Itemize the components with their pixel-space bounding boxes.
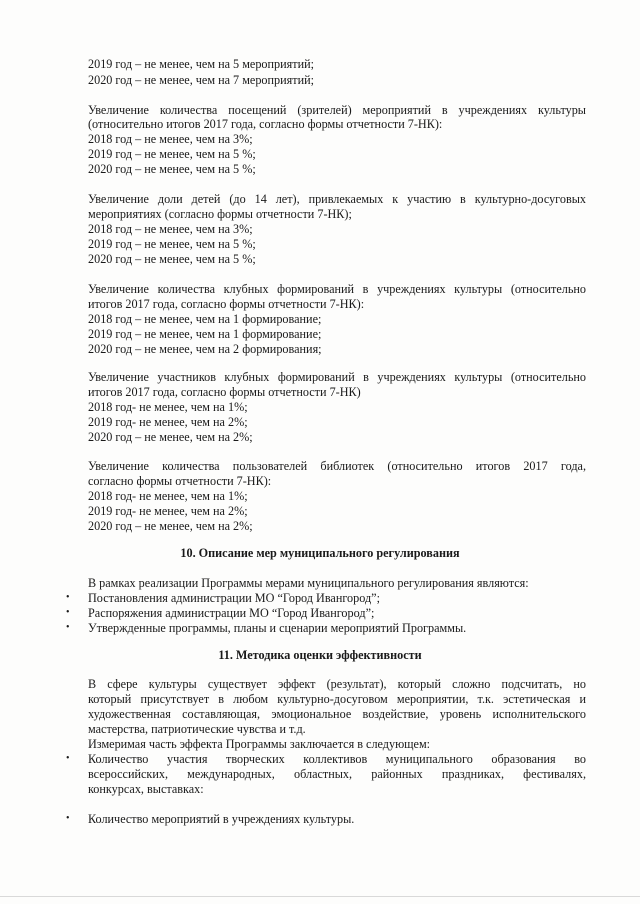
intro-line-1: 2019 год – не менее, чем на 5 мероприятий; bbox=[88, 57, 315, 71]
bullet-glyph: • bbox=[66, 592, 70, 603]
block2-item: 2018 год – не менее, чем на 3%; bbox=[88, 222, 253, 236]
section10-bullet: Распоряжения администрации МО “Город Ивангород”; bbox=[88, 606, 375, 620]
block1-item: 2018 год – не менее, чем на 3%; bbox=[88, 132, 253, 146]
section11-bullet1-line: всероссийских, международных, областных, районных праздниках, фестивалях, bbox=[88, 767, 586, 781]
section11-bullet2: Количество мероприятий в учреждениях культуры. bbox=[88, 812, 355, 826]
block3-title-line1: Увеличение количества клубных формирований в учреждениях культуры (относительно bbox=[88, 282, 586, 296]
block1-title-line2: (относительно итогов 2017 года, согласно формы отчетности 7-НК): bbox=[88, 117, 443, 131]
section11-heading: 11. Методика оценки эффективности bbox=[218, 648, 422, 662]
intro-line-2: 2020 год – не менее, чем на 7 мероприятий; bbox=[88, 73, 315, 87]
block2-title-line1: Увеличение доли детей (до 14 лет), привлекаемых к участию в культурно-досуговых bbox=[88, 192, 586, 206]
page-edge-divider bbox=[0, 896, 640, 897]
block5-item: 2020 год – не менее, чем на 2%; bbox=[88, 519, 253, 533]
block3-item: 2018 год – не менее, чем на 1 формирование; bbox=[88, 312, 322, 326]
block5-title-line2: согласно формы отчетности 7-НК): bbox=[88, 474, 272, 488]
section10-bullet: Постановления администрации МО “Город Ивангород”; bbox=[88, 591, 380, 605]
block5-item: 2019 год- не менее, чем на 2%; bbox=[88, 504, 248, 518]
section11-para-line: В сфере культуры существует эффект (результат), который сложно подсчитать, но bbox=[88, 677, 586, 691]
block4-item: 2018 год- не менее, чем на 1%; bbox=[88, 400, 248, 414]
section10-intro: В рамках реализации Программы мерами муниципального регулирования являются: bbox=[88, 576, 529, 590]
section11-para-line: мастерства, патриотические чувства и т.д. bbox=[88, 722, 306, 736]
block4-title-line2: итогов 2017 года, согласно формы отчетности 7-НК) bbox=[88, 385, 361, 399]
block5-item: 2018 год- не менее, чем на 1%; bbox=[88, 489, 248, 503]
block3-item: 2020 год – не менее, чем на 2 формирования; bbox=[88, 342, 322, 356]
bullet-glyph: • bbox=[66, 607, 70, 618]
bullet-glyph: • bbox=[66, 813, 70, 824]
section10-heading: 10. Описание мер муниципального регулирования bbox=[180, 546, 460, 560]
block4-item: 2019 год- не менее, чем на 2%; bbox=[88, 415, 248, 429]
bullet-glyph: • bbox=[66, 622, 70, 633]
block2-item: 2020 год – не менее, чем на 5 %; bbox=[88, 252, 256, 266]
block4-title-line1: Увеличение участников клубных формирований в учреждениях культуры (относительно bbox=[88, 370, 586, 384]
section11-bullet1-line: конкурсах, выставках: bbox=[88, 782, 204, 796]
block3-item: 2019 год – не менее, чем на 1 формирование; bbox=[88, 327, 322, 341]
section11-bullet1-line: Количество участия творческих коллективов муниципального образования во bbox=[88, 752, 586, 766]
section10-bullet: Утвержденные программы, планы и сценарии мероприятий Программы. bbox=[88, 621, 467, 635]
block1-title-line1: Увеличение количества посещений (зрителей) мероприятий в учреждениях культуры bbox=[88, 103, 586, 117]
section11-para-line: художественная составляющая, эмоциональное воздействие, уровень исполнительского bbox=[88, 707, 586, 721]
section11-para-line: который присутствует в любом культурно-досуговом мероприятии, т.к. эстетическая и bbox=[88, 692, 586, 706]
block5-title-line1: Увеличение количества пользователей библиотек (относительно итогов 2017 года, bbox=[88, 459, 586, 473]
block4-item: 2020 год – не менее, чем на 2%; bbox=[88, 430, 253, 444]
block1-item: 2019 год – не менее, чем на 5 %; bbox=[88, 147, 256, 161]
block3-title-line2: итогов 2017 года, согласно формы отчетности 7-НК): bbox=[88, 297, 365, 311]
bullet-glyph: • bbox=[66, 753, 70, 764]
block2-item: 2019 год – не менее, чем на 5 %; bbox=[88, 237, 256, 251]
block2-title-line2: мероприятиях (согласно формы отчетности 7-НК); bbox=[88, 207, 352, 221]
block1-item: 2020 год – не менее, чем на 5 %; bbox=[88, 162, 256, 176]
section11-measure-line: Измеримая часть эффекта Программы заключается в следующем: bbox=[88, 737, 431, 751]
